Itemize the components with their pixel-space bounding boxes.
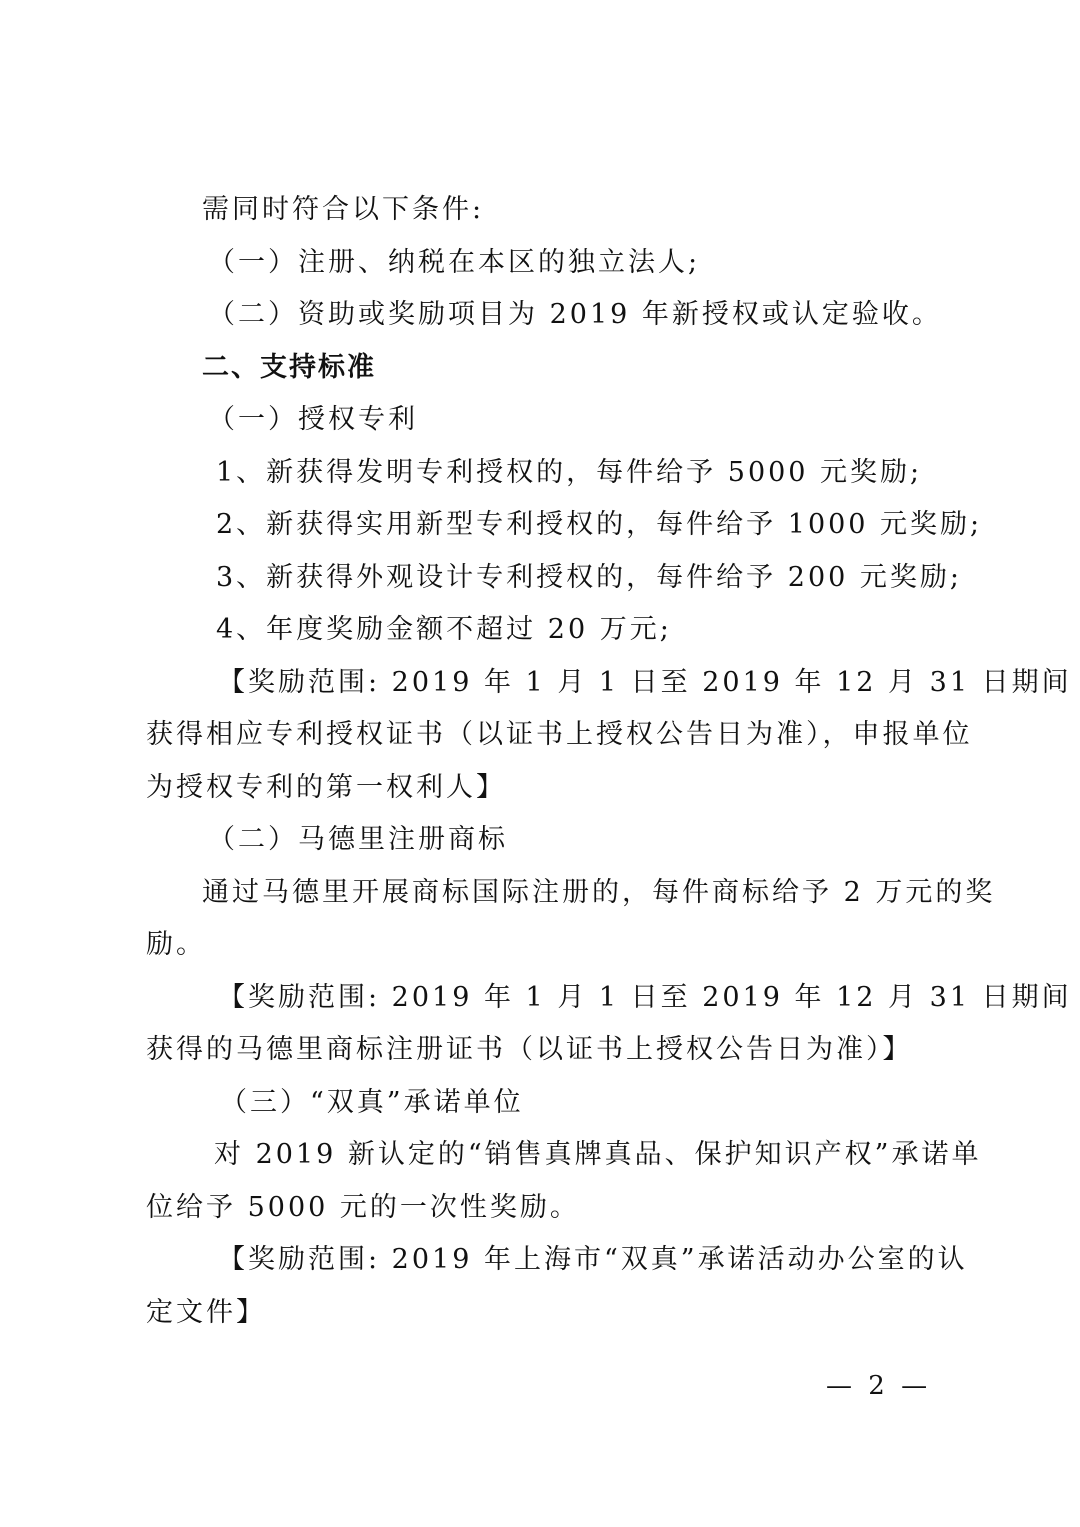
patent-scope-line-2: 获得相应专利授权证书（以证书上授权公告日为准），申报单位 [146, 719, 973, 750]
shuangzhen-body-line-2: 位给予 5000 元的一次性奖励。 [146, 1192, 580, 1223]
madrid-body-line-1: 通过马德里开展商标国际注册的，每件商标给予 2 万元的奖 [202, 877, 996, 908]
madrid-body-line-2: 励。 [146, 929, 206, 960]
condition-item-2: （二）资助或奖励项目为 2019 年新授权或认定验收。 [208, 299, 942, 330]
page-number: — 2 — [826, 1371, 932, 1401]
condition-item-1: （一）注册、纳税在本区的独立法人; [208, 247, 701, 278]
patent-item-3: 3、新获得外观设计专利授权的，每件给予 200 元奖励; [216, 562, 962, 593]
subsection-title-patent: （一）授权专利 [208, 404, 418, 435]
patent-item-2: 2、新获得实用新型专利授权的，每件给予 1000 元奖励; [216, 509, 983, 540]
subsection-title-madrid: （二）马德里注册商标 [208, 824, 508, 855]
subsection-title-shuangzhen: （三）“双真”承诺单位 [220, 1087, 524, 1118]
shuangzhen-scope-line-2: 定文件】 [146, 1297, 266, 1328]
madrid-scope-line-2: 获得的马德里商标注册证书（以证书上授权公告日为准）】 [146, 1034, 913, 1065]
patent-item-1: 1、新获得发明专利授权的，每件给予 5000 元奖励; [216, 457, 923, 488]
patent-scope-line-3: 为授权专利的第一权利人】 [146, 772, 506, 803]
patent-scope-line-1: 【奖励范围: 2019 年 1 月 1 日至 2019 年 12 月 31 日期间 [218, 667, 1072, 698]
shuangzhen-scope-line-1: 【奖励范围: 2019 年上海市“双真”承诺活动办公室的认 [218, 1244, 968, 1275]
patent-item-4: 4、年度奖励金额不超过 20 万元; [216, 614, 672, 645]
madrid-scope-line-1: 【奖励范围: 2019 年 1 月 1 日至 2019 年 12 月 31 日期间 [218, 982, 1072, 1013]
conditions-intro: 需同时符合以下条件: [202, 194, 485, 225]
section-heading-support-standards: 二、支持标准 [202, 352, 376, 383]
shuangzhen-body-line-1: 对 2019 新认定的“销售真牌真品、保护知识产权”承诺单 [214, 1139, 982, 1170]
